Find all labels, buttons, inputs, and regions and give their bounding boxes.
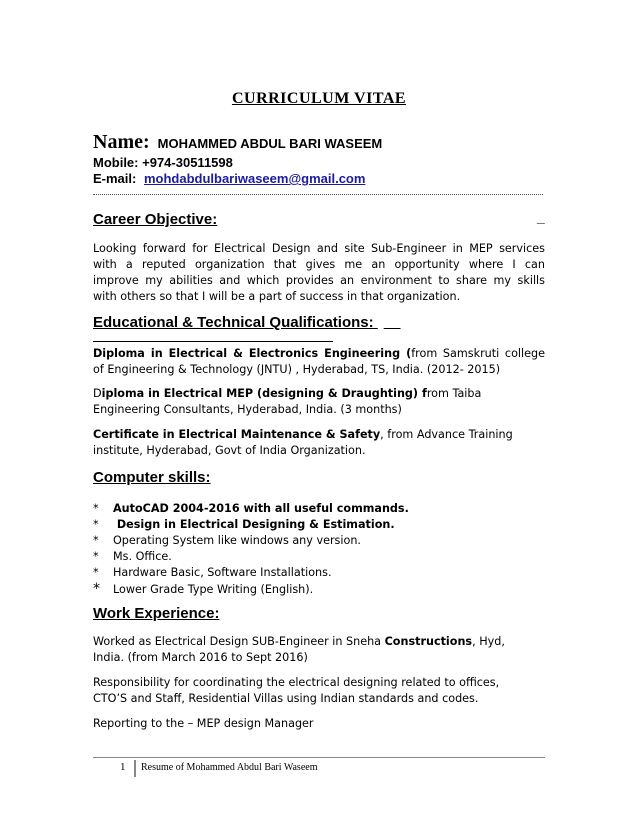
skill-item: [93, 565, 332, 581]
career-line: improve my abilities and which provides an environment to share my skills: [93, 274, 545, 287]
work-p1-bold: Constructions: [384, 635, 473, 648]
skill-item: [93, 549, 172, 565]
edu-1-rest: from Samskruti college: [411, 347, 545, 360]
education-heading-text: Educational & Technical Qualifications:: [93, 314, 374, 331]
skill-text: Lower Grade Type Writing (English).: [113, 583, 314, 596]
skill-item: [93, 501, 409, 517]
name-label: Name:: [93, 131, 150, 153]
document-title: CURRICULUM VITAE: [231, 90, 407, 107]
bullet-icon: *: [93, 534, 99, 547]
skill-text: Operating System like windows any version.: [113, 534, 361, 547]
education-item-line: [93, 386, 545, 402]
mobile-line: [93, 155, 233, 170]
work-para-line: Reporting to the – MEP design Manager: [93, 717, 314, 730]
bullet-icon: *: [93, 518, 99, 531]
work-para-line: Responsibility for coordinating the electrical designing related to offices,: [93, 676, 500, 689]
skill-text: Ms. Office.: [113, 550, 172, 563]
work-p1-post: , Hyd,: [472, 635, 505, 648]
skill-item: [93, 581, 313, 598]
edu-2-bold: iploma in Electrical MEP (designing & Draughting) f: [101, 387, 427, 400]
edu-1-bold: Diploma in Electrical & Electronics Engineering (: [93, 347, 412, 360]
name-line: [93, 131, 382, 154]
bullet-icon: *: [93, 566, 99, 579]
work-p1-pre: Worked as Electrical Design SUB-Engineer in Sneha: [93, 635, 385, 648]
skill-item: [93, 517, 395, 533]
education-item-line: [93, 427, 545, 443]
skill-text: Design in Electrical Designing & Estimation.: [113, 518, 395, 531]
email-label: E-mail:: [93, 171, 137, 186]
career-line: with a reputed organization that gives me an opportunity where I can: [93, 258, 545, 271]
work-para-line: [93, 634, 545, 650]
edu-3-bold: Certificate in Electrical Maintenance & Safety: [93, 428, 381, 441]
education-heading: [93, 314, 400, 331]
education-underline: [93, 341, 333, 342]
education-item-line: of Engineering & Technology (JNTU) , Hyderabad, TS, India. (2012- 2015): [93, 363, 501, 376]
bullet-icon: *: [93, 502, 99, 515]
work-heading: Work Experience:: [93, 605, 220, 622]
email-line: [93, 171, 365, 186]
work-para-line: CTO’S and Staff, Residential Villas using Indian standards and codes.: [93, 692, 479, 705]
edu-2-rest: rom Taiba: [426, 387, 482, 400]
footer-rule: [93, 757, 545, 758]
career-line: with others so that I will be a part of success in that organization.: [93, 290, 461, 303]
mobile-label: Mobile:: [93, 155, 139, 170]
header-divider: [93, 194, 543, 195]
skill-text: Hardware Basic, Software Installations.: [113, 566, 332, 579]
mobile-value: +974-30511598: [142, 155, 233, 170]
career-heading: Career Objective:: [93, 211, 218, 228]
email-link[interactable]: mohdabdulbariwaseem@gmail.com: [143, 171, 366, 186]
page-number: 1: [120, 761, 126, 773]
skill-item: [93, 533, 361, 549]
edu-2-pre: D: [93, 387, 102, 400]
education-item-line: Engineering Consultants, Hyderabad, India. (3 months): [93, 403, 402, 416]
education-item-line: institute, Hyderabad, Govt of India Organization.: [93, 444, 366, 457]
work-para-line: India. (from March 2016 to Sept 2016): [93, 651, 308, 664]
footer-divider: [134, 760, 136, 777]
footer-text: Resume of Mohammed Abdul Bari Waseem: [141, 762, 318, 773]
education-heading-tail: __: [383, 314, 401, 331]
education-item-line: [93, 346, 545, 362]
career-line: Looking forward for Electrical Design and site Sub-Engineer in MEP services: [93, 242, 545, 255]
career-heading-tail: _: [537, 209, 545, 225]
bullet-icon: *: [93, 550, 99, 563]
name-value: MOHAMMED ABDUL BARI WASEEM: [157, 136, 383, 151]
skill-text: AutoCAD 2004-2016 with all useful commands.: [113, 502, 409, 515]
computer-heading: Computer skills:: [93, 469, 211, 486]
bullet-icon: *: [93, 581, 100, 597]
edu-3-rest: , from Advance Training: [380, 428, 513, 441]
